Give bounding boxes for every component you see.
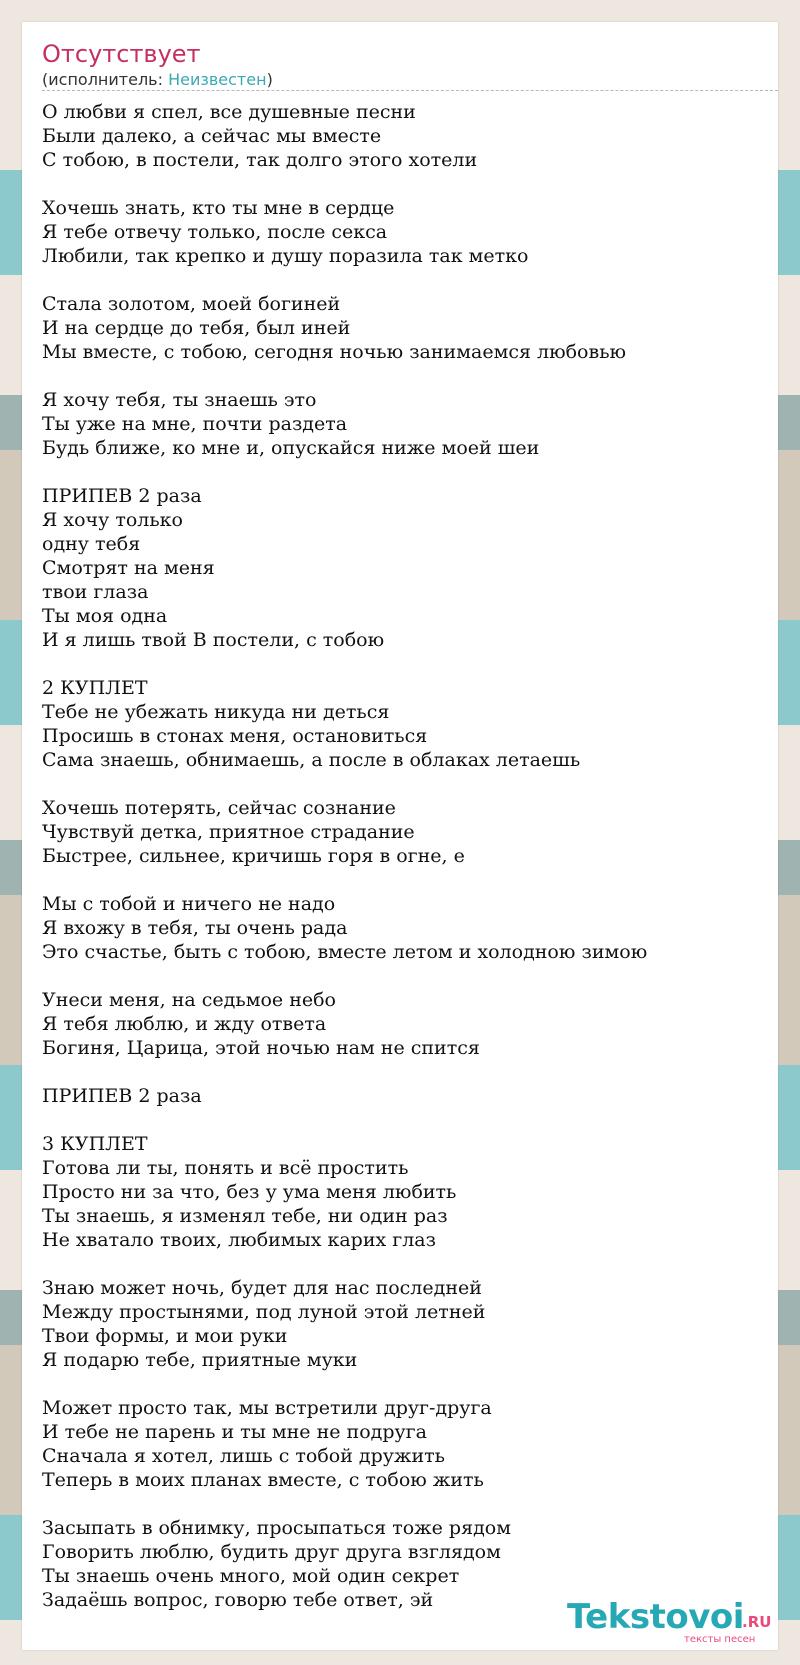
performer-suffix: ) <box>266 70 273 89</box>
lyrics-line <box>42 772 778 796</box>
lyrics-line <box>42 1492 778 1516</box>
lyrics-line <box>42 268 778 292</box>
dashed-divider <box>42 90 778 91</box>
song-title: Отсутствует <box>42 40 201 68</box>
lyrics-line <box>42 1372 778 1396</box>
lyrics-line <box>42 652 778 676</box>
lyrics-line: Я вхожу в тебя, ты очень рада <box>42 917 348 939</box>
lyrics-line: О любви я спел, все душевные песни <box>42 101 416 123</box>
lyrics-line: Будь ближе, ко мне и, опускайся ниже моей шеи <box>42 437 540 459</box>
lyrics-line: Это счастье, быть с тобою, вместе летом и холодною зимою <box>42 941 648 963</box>
lyrics-line: Просто ни за что, без у ума меня любить <box>42 1181 457 1203</box>
performer-link[interactable]: Неизвестен <box>168 70 267 89</box>
lyrics-line: Мы с тобой и ничего не надо <box>42 893 336 915</box>
lyrics-line: И на сердце до тебя, был иней <box>42 317 351 339</box>
lyrics-line <box>42 460 778 484</box>
lyrics-line: Знаю может ночь, будет для нас последней <box>42 1277 482 1299</box>
lyrics-line: Стала золотом, моей богиней <box>42 293 341 315</box>
lyrics-line: Мы вместе, с тобою, сегодня ночью занимаемся любовью <box>42 341 627 363</box>
lyrics-line: Готова ли ты, понять и всё простить <box>42 1157 409 1179</box>
lyrics-line: одну тебя <box>42 533 141 555</box>
lyrics-line: Ты моя одна <box>42 605 168 627</box>
lyrics-line <box>42 868 778 892</box>
lyrics-line: Ты знаешь, я изменял тебе, ни один раз <box>42 1205 448 1227</box>
lyrics-line: Смотрят на меня <box>42 557 215 579</box>
lyrics-line: Просишь в стонах меня, остановиться <box>42 725 428 747</box>
lyrics-line: Тебе не убежать никуда ни деться <box>42 701 390 723</box>
lyrics-line: твои глаза <box>42 581 149 603</box>
lyrics-text <box>42 100 778 1612</box>
lyrics-line: Богиня, Царица, этой ночью нам не спится <box>42 1037 480 1059</box>
lyrics-line: 3 КУПЛЕТ <box>42 1133 148 1155</box>
lyrics-line: Засыпать в обнимку, просыпаться тоже рядом <box>42 1517 511 1539</box>
lyrics-line: ПРИПЕВ 2 раза <box>42 1085 202 1107</box>
lyrics-line <box>42 964 778 988</box>
lyrics-line: 2 КУПЛЕТ <box>42 677 148 699</box>
performer-line <box>42 70 273 89</box>
lyrics-line: Ты уже на мне, почти раздета <box>42 413 348 435</box>
lyrics-line: Задаёшь вопрос, говорю тебе ответ, эй <box>42 1589 434 1611</box>
lyrics-line <box>42 1108 778 1132</box>
lyrics-line: Не хватало твоих, любимых карих глаз <box>42 1229 436 1251</box>
lyrics-line: Я тебя люблю, и жду ответа <box>42 1013 327 1035</box>
lyrics-line: Сначала я хотел, лишь с тобой дружить <box>42 1445 445 1467</box>
lyrics-line: С тобою, в постели, так долго этого хотели <box>42 149 478 171</box>
lyrics-line <box>42 1060 778 1084</box>
lyrics-line: Теперь в моих планах вместе, с тобою жить <box>42 1469 484 1491</box>
lyrics-card <box>22 22 778 1650</box>
logo-tld: .RU <box>742 1613 772 1631</box>
lyrics-line <box>42 172 778 196</box>
lyrics-line: И тебе не парень и ты мне не подруга <box>42 1421 427 1443</box>
lyrics-line: Быстрее, сильнее, кричишь горя в огне, е <box>42 845 465 867</box>
lyrics-line <box>42 1252 778 1276</box>
lyrics-line: Ты знаешь очень много, мой один секрет <box>42 1565 460 1587</box>
lyrics-line: Чувствуй детка, приятное страдание <box>42 821 415 843</box>
lyrics-line <box>42 364 778 388</box>
lyrics-line: Хочешь знать, кто ты мне в сердце <box>42 197 395 219</box>
performer-prefix: (исполнитель: <box>42 70 169 89</box>
lyrics-line: Между простынями, под луной этой летней <box>42 1301 486 1323</box>
lyrics-line: Хочешь потерять, сейчас сознание <box>42 797 396 819</box>
logo-tagline: тексты песен <box>684 1634 756 1645</box>
lyrics-line: Я тебе отвечу только, после секса <box>42 221 388 243</box>
lyrics-line: Любили, так крепко и душу поразила так метко <box>42 245 529 267</box>
lyrics-line: Я хочу тебя, ты знаешь это <box>42 389 317 411</box>
lyrics-line: Я хочу только <box>42 509 183 531</box>
lyrics-line: Были далеко, а сейчас мы вместе <box>42 125 382 147</box>
lyrics-line: Сама знаешь, обнимаешь, а после в облаках летаешь <box>42 749 581 771</box>
lyrics-line: И я лишь твой В постели, с тобою <box>42 629 385 651</box>
lyrics-line: Унеси меня, на седьмое небо <box>42 989 336 1011</box>
site-logo[interactable] <box>567 1597 777 1647</box>
lyrics-line: Говорить люблю, будить друг друга взглядом <box>42 1541 501 1563</box>
logo-wordmark: Tekstovoi <box>567 1597 744 1637</box>
lyrics-line: ПРИПЕВ 2 раза <box>42 485 202 507</box>
lyrics-line: Может просто так, мы встретили друг-друга <box>42 1397 492 1419</box>
lyrics-line: Твои формы, и мои руки <box>42 1325 288 1347</box>
lyrics-line: Я подарю тебе, приятные муки <box>42 1349 358 1371</box>
